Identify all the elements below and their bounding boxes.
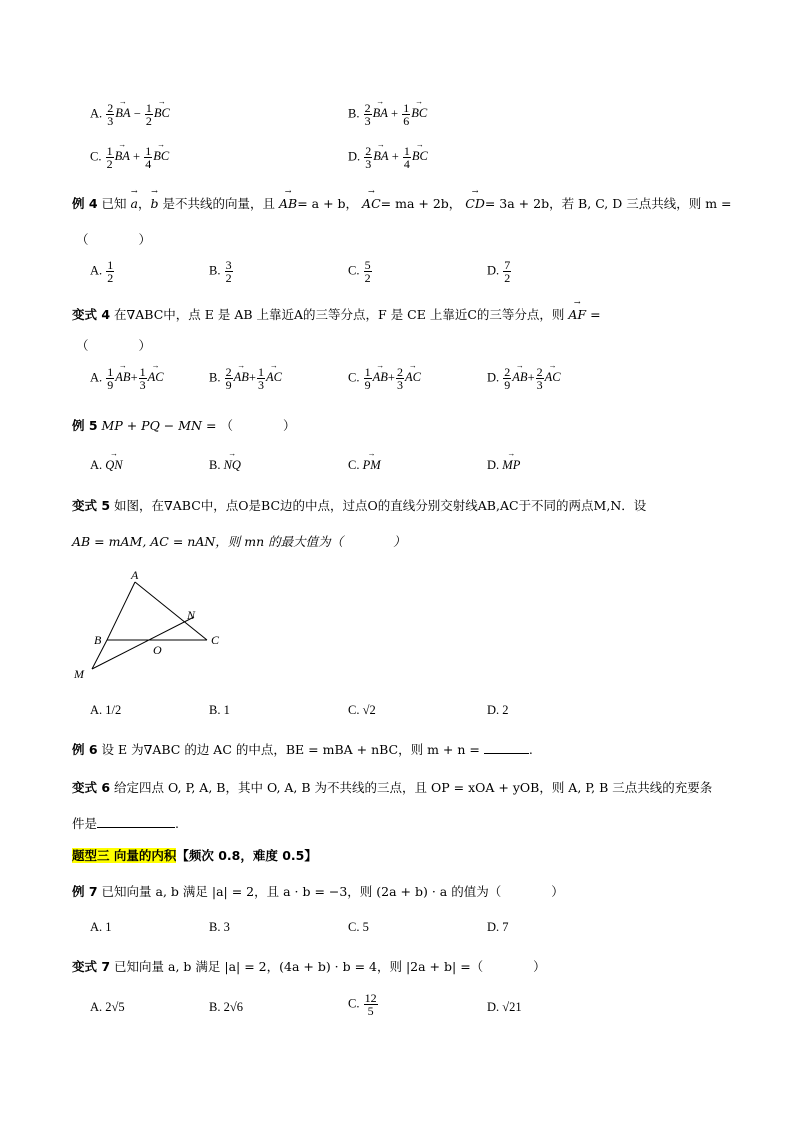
- ex5-option-c[interactable]: C. → PM: [348, 458, 381, 473]
- var4-option-c[interactable]: C. $\frac{1}{9}$ → AB+ $\frac{2}{3}$ → AC: [348, 366, 421, 391]
- option-b[interactable]: B. $\frac{2}{3}$ → BA + $\frac{1}{6}$ → BC: [348, 102, 427, 127]
- section-title: 题型三 向量的内积: [72, 848, 177, 863]
- ex5-option-b[interactable]: B. → NQ: [209, 458, 241, 473]
- var5-option-a[interactable]: A. 1/2: [90, 703, 122, 717]
- var5-question-line2: AB = mAM, AC = nAN，则 mn 的最大值为（ ）: [72, 534, 406, 549]
- option-c[interactable]: C. $\frac{1}{2}$ → BA + $\frac{1}{4}$ → BC: [90, 145, 169, 170]
- var4-answer-paren: （ ）: [76, 338, 152, 353]
- fig-label-b: B: [94, 633, 102, 647]
- var4-option-b[interactable]: B. $\frac{2}{9}$ → AB+ $\frac{1}{3}$ → AC: [209, 366, 282, 391]
- ex5-question: 例 5 MP + PQ − MN = （ ）: [72, 418, 296, 433]
- var7-option-c[interactable]: C. $\frac{12}{5}$: [348, 991, 377, 1018]
- ex4-option-b[interactable]: B. $\frac{3}{2}$: [209, 258, 232, 285]
- var7-option-d[interactable]: D. √21: [487, 1000, 522, 1014]
- var5-option-d[interactable]: D. 2: [487, 703, 509, 717]
- var4-option-d[interactable]: D. $\frac{2}{9}$ → AB+ $\frac{2}{3}$ → AC: [487, 366, 561, 391]
- var6-answer-blank[interactable]: [97, 815, 175, 828]
- ex4-question: 例 4 已知 → a，→ b 是不共线的向量，且 → AB= a + b， → AC= ma + 2b， → CD= 3a + 2b，若 B, C, D 三点共线，则 m =: [72, 194, 732, 212]
- ex7-question: 例 7 已知向量 a, b 满足 |a| = 2，且 a · b = −3，则 (2a + b) · a 的值为（ ）: [72, 884, 564, 899]
- ex5-option-a[interactable]: A. → QN: [90, 458, 123, 473]
- var6-question-line1: 变式 6 给定四点 O, P, A, B，其中 O, A, B 为不共线的三点，且 OP = xOA + yOB，则 A, P, B 三点共线的充要条: [72, 780, 713, 795]
- var5-question-line1: 变式 5 如图，在∇ABC中，点O是BC边的中点，过点O的直线分别交射线AB,AC于不同的两点M,N．设: [72, 498, 647, 513]
- ex7-option-b[interactable]: B. 3: [209, 920, 230, 934]
- fig-label-a: A: [131, 568, 139, 582]
- var4-option-a[interactable]: A. $\frac{1}{9}$ → AB+ $\frac{1}{3}$ → AC: [90, 366, 164, 391]
- var7-option-a[interactable]: A. 2√5: [90, 1000, 125, 1014]
- ex4-option-a[interactable]: A. $\frac{1}{2}$: [90, 258, 114, 285]
- triangle-figure: [70, 568, 230, 683]
- ex6-question: 例 6 设 E 为∇ABC 的边 AC 的中点，BE = mBA + nBC，则 m + n = .: [72, 742, 533, 757]
- option-a[interactable]: A. $\frac{2}{3}$ → BA − $\frac{1}{2}$ → BC: [90, 102, 170, 127]
- var6-question-line2: 件是 .: [72, 816, 179, 831]
- section-header: [72, 846, 317, 864]
- ex5-option-d[interactable]: D. → MP: [487, 458, 520, 473]
- var5-option-b[interactable]: B. 1: [209, 703, 230, 717]
- section-meta: 【频次 0.8，难度 0.5】: [176, 848, 317, 863]
- option-d[interactable]: D. $\frac{2}{3}$ → BA + $\frac{1}{4}$ → BC: [348, 145, 428, 170]
- var7-question: 变式 7 已知向量 a, b 满足 |a| = 2，(4a + b) · b = 4，则 |2a + b| =（ ）: [72, 959, 546, 974]
- var4-question: 变式 4 在∇ABC中，点 E 是 AB 上靠近A的三等分点，F 是 CE 上靠近C的三等分点，则 → AF =: [72, 305, 601, 323]
- fig-label-c: C: [211, 633, 220, 647]
- ex7-option-c[interactable]: C. 5: [348, 920, 369, 934]
- fig-label-n: N: [187, 608, 196, 622]
- var5-option-c[interactable]: C. √2: [348, 703, 376, 717]
- var7-option-b[interactable]: B. 2√6: [209, 1000, 243, 1014]
- fig-label-m: M: [74, 667, 84, 681]
- ex6-answer-blank[interactable]: [484, 741, 529, 754]
- ex4-option-c[interactable]: C. $\frac{5}{2}$: [348, 258, 371, 285]
- ex7-option-a[interactable]: A. 1: [90, 920, 112, 934]
- fig-label-o: O: [153, 643, 162, 657]
- ex7-option-d[interactable]: D. 7: [487, 920, 509, 934]
- ex4-option-d[interactable]: D. $\frac{7}{2}$: [487, 258, 511, 285]
- ex4-answer-paren: （ ）: [76, 232, 152, 247]
